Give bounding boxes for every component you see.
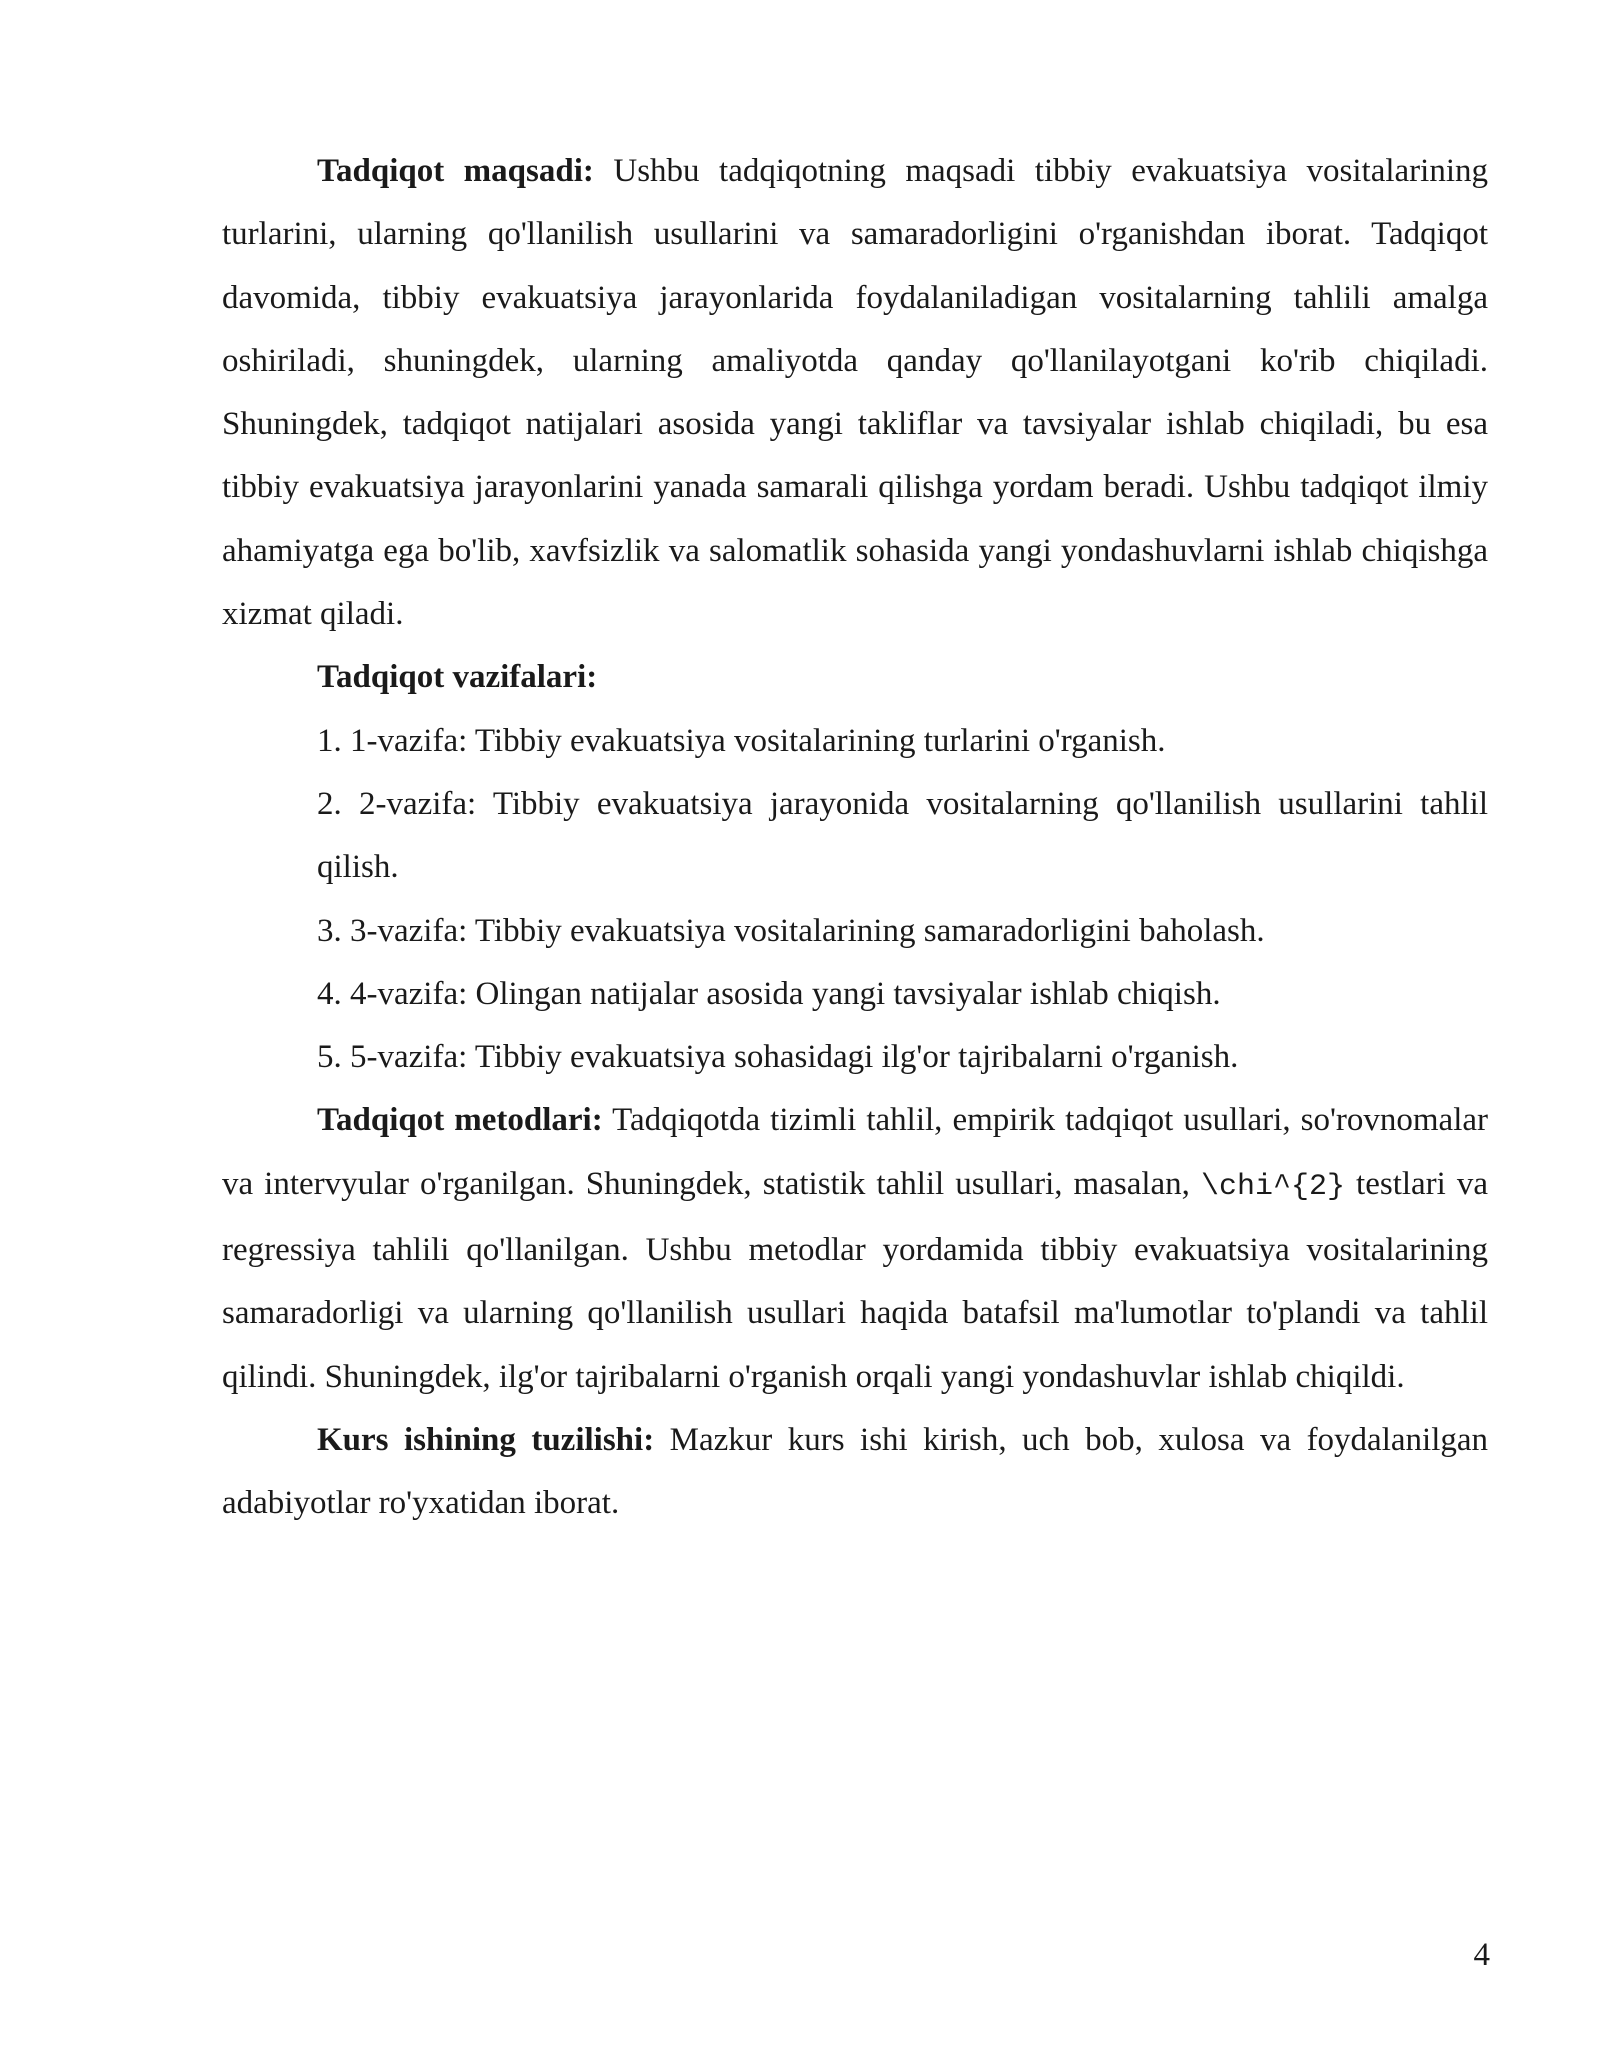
purpose-text: Ushbu tadqiqotning maqsadi tibbiy evakuatsiya vositalarining turlarini, ularning qo'llanilish usullarini va samaradorligini o'rganishdan iborat. Tadqiqot davomida, tibbiy evakuatsiya jarayonlarida foydalaniladigan vositalarning tahlili amalga oshiriladi, shuningdek, ularning amaliyotda qanday qo'llanilayotgani ko'rib chiqiladi. Shuningdek, tadqiqot natijalari asosida yangi takliflar va tavsiyalar ishlab chiqiladi, bu esa tibbiy evakuatsiya jarayonlarini yanada samarali qilishga yordam beradi. Ushbu tadqiqot ilmiy ahamiyatga ega bo'lib, xavfsizlik va salomatlik sohasida yangi yondashuvlarni ishlab chiqishga xizmat qiladi. [222,153,1488,633]
task-item-4: 4. 4-vazifa: Olingan natijalar asosida yangi tavsiyalar ishlab chiqish. [317,975,1221,1012]
page-number: 4 [1473,1937,1490,1973]
structure-text: Mazkur kurs ishi kirish, uch bob, xulosa va foydalanilgan adabiyotlar ro'yxatidan iborat. [222,1421,1489,1522]
methods-paragraph [222,1089,1488,1408]
methods-formula: \chi^{2} [1200,1169,1345,1204]
purpose-paragraph [222,140,1488,646]
task-item-2: 2. 2-vazifa: Tibbiy evakuatsiya jarayonida vositalarning qo'llanilish usullarini tahlil qilish. [317,785,1488,886]
structure-paragraph [222,1409,1488,1536]
methods-heading: Tadqiqot metodlari: [317,1102,603,1139]
methods-text-before: Tadqiqotda tizimli tahlil, empirik tadqiqot usullari, so'rovnomalar va intervyular o'rganilgan. Shuningdek, statistik tahlil usullari, masalan, [222,1102,1489,1202]
methods-text-after: testlari va regressiya tahlili qo'llanilgan. Ushbu metodlar yordamida tibbiy evakuatsiya vositalarining samaradorligi va ularning qo'llanilish usullari haqida batafsil ma'lumotlar to'plandi va tahlil qilindi. Shuningdek, ilg'or tajribalarni o'rganish orqali yangi yondashuvlar ishlab chiqildi. [222,1165,1489,1395]
page-content [222,140,1488,1536]
tasks-heading: Tadqiqot vazifalari: [317,659,598,696]
purpose-heading: Tadqiqot maqsadi: [317,153,594,189]
structure-heading: Kurs ishining tuzilishi: [317,1421,655,1458]
task-item-1: 1. 1-vazifa: Tibbiy evakuatsiya vositalarining turlarini o'rganish. [317,722,1166,759]
task-item-5: 5. 5-vazifa: Tibbiy evakuatsiya sohasidagi ilg'or tajribalarni o'rganish. [317,1039,1239,1076]
tasks-list [222,710,1488,1090]
task-item-3: 3. 3-vazifa: Tibbiy evakuatsiya vositalarining samaradorligini baholash. [317,912,1265,949]
